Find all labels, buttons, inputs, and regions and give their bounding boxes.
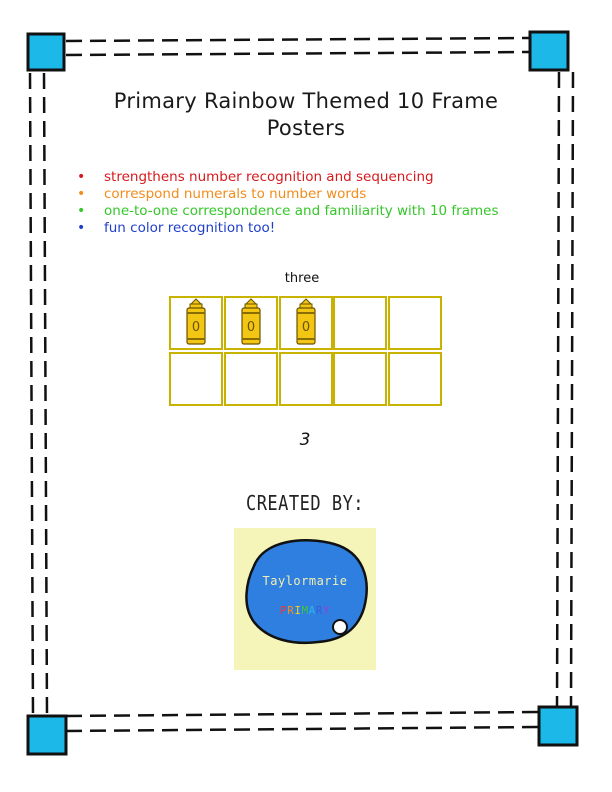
svg-text:0: 0	[301, 320, 310, 335]
page-title	[60, 88, 552, 142]
crayon-icon	[171, 298, 221, 348]
ten-frame-cell	[388, 296, 442, 350]
bullet-dot-icon: •	[77, 220, 86, 236]
logo-subtitle-letter: I	[294, 604, 302, 617]
ten-frame-cell	[279, 352, 333, 406]
ten-frame-cell	[224, 352, 278, 406]
logo-subtitle	[234, 604, 376, 617]
created-by-label: CREATED BY:	[245, 492, 365, 516]
ten-frame-cell	[169, 352, 223, 406]
logo-subtitle-letter: P	[280, 604, 288, 617]
logo-subtitle-letter: R	[315, 604, 323, 617]
feature-text: strengthens number recognition and sequencing	[104, 169, 434, 185]
numeral: 3	[299, 430, 311, 450]
svg-text:0: 0	[246, 320, 255, 335]
bullet-dot-icon: •	[77, 186, 86, 202]
feature-item	[77, 220, 527, 237]
logo-name: Taylormarie	[262, 574, 348, 588]
feature-list	[77, 169, 527, 237]
bullet-dot-icon: •	[77, 169, 86, 185]
speech-bubble-icon	[234, 528, 376, 670]
logo-subtitle-letter: M	[301, 604, 309, 617]
feature-text: one-to-one correspondence and familiarity with 10 frames	[104, 203, 499, 219]
ten-frame-cell	[279, 296, 333, 350]
logo-subtitle-letter: A	[308, 604, 316, 617]
svg-text:0: 0	[191, 320, 201, 335]
number-word: three	[284, 271, 320, 286]
feature-text: fun color recognition too!	[104, 220, 276, 236]
title-line-2: Posters	[266, 116, 346, 140]
corner-square-bottom-right	[539, 707, 577, 745]
corner-square-top-right	[530, 32, 568, 70]
ten-frame-cell	[169, 296, 223, 350]
logo-subtitle-letter: R	[287, 604, 295, 617]
feature-item	[77, 169, 527, 186]
ten-frame	[169, 296, 443, 408]
ten-frame-cell	[333, 296, 387, 350]
feature-text: correspond numerals to number words	[104, 186, 367, 202]
crayon-icon	[226, 298, 276, 348]
feature-item	[77, 186, 527, 203]
corner-square-top-left	[28, 34, 64, 70]
corner-square-bottom-left	[28, 716, 66, 754]
logo-subtitle-letter: Y	[322, 604, 330, 617]
ten-frame-cell	[224, 296, 278, 350]
feature-item	[77, 203, 527, 220]
logo	[234, 528, 376, 670]
title-line-1: Primary Rainbow Themed 10 Frame	[113, 89, 499, 113]
ten-frame-cell	[388, 352, 442, 406]
bullet-dot-icon: •	[77, 203, 86, 219]
ten-frame-cell	[333, 352, 387, 406]
crayon-icon	[281, 298, 331, 348]
